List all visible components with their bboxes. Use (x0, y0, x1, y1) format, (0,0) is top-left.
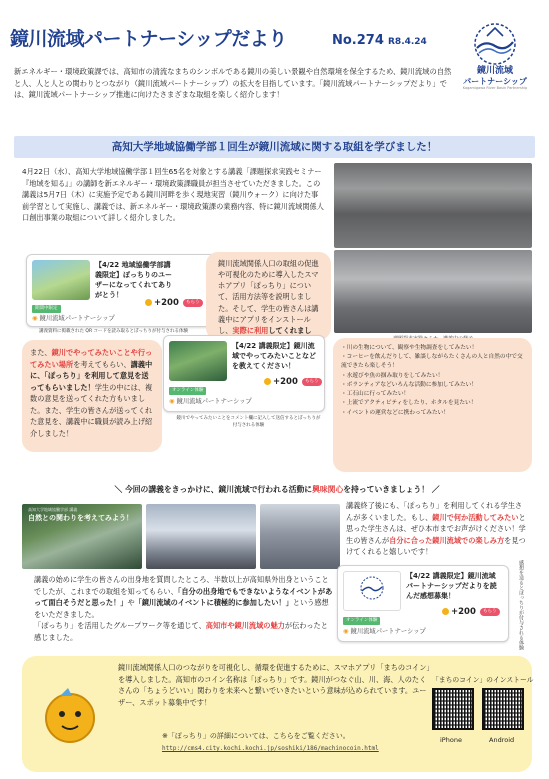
river-logo-icon (344, 572, 400, 610)
card-spot: ◉ 鏡川流域パートナーシップ (343, 628, 426, 635)
logo-sub: パートナーシップ (463, 76, 527, 86)
card-coin: +200 (442, 606, 476, 618)
get-badge: もらう (480, 608, 500, 616)
card-coin: +200 (145, 297, 179, 309)
android-label: Android (489, 736, 515, 744)
pochiri-mascot-icon (38, 684, 102, 748)
coin-icon (145, 299, 152, 306)
intro-text: 新エネルギー・環境政策課では、高知市の清流なまちのシンボルである鏡川の美しい景観や自然環境を保全するため、鏡川流域の自然と人、人と人との関わりとつながり（鏡川流域パートナーシップ）の拡大を目指しています。「鏡川流域パートナーシップだより」では、鏡川流域パートナーシップ推進に向けたさまざまな取組を楽しく紹介します！ (14, 67, 452, 100)
card-tag: オンライン体験 (169, 387, 206, 395)
issue-date: R8.4.24 (388, 37, 427, 47)
iphone-label: iPhone (440, 736, 462, 744)
river-logo-icon (467, 22, 523, 66)
card-coin: +200 (264, 376, 298, 388)
after-lecture-text: 講義終了後にも、「ぽっちり」を利用してくれる学生さんが多くいました。もし、鏡川で何か活動してみたいと思った学生さんは、ぜひ本市までお声がけください！学生の皆さんが自分に合った鏡川流域での楽しみ方を見つけてくれると嬉しいです！ (346, 501, 526, 557)
lecture-slide-photo (22, 504, 142, 569)
lecture-photo-2 (334, 250, 532, 333)
app-card-feedback (337, 565, 509, 642)
card1-caption: 講義資料に掲載された QR コードを読み取るとぽっちりが付与される体験 (38, 329, 189, 334)
install-label: 「まちのコイン」のインストール (432, 676, 534, 684)
card3-vertical-caption: 感想を送るとぽっちりが付与される体験 (518, 560, 524, 650)
classroom-photo (260, 504, 340, 569)
lecture-feedback-text: 講義の始めに学生の皆さんの出身地を質問したところ、半数以上が高知県外出身ということでしたが、これまでの取組を知ってもらい、「自分の出身地でもできないようなイベントがあって面白そうだと思った！」や「鏡川流域のイベントに積極的に参加したい！」という感想をいただきました。 「ぽっちり」を活用したグループワーク等を通じて、高知市や鏡川流域の魅力が伝わったと感じました。 (34, 575, 333, 642)
app-card-user-thanks (26, 254, 222, 327)
section-banner: 高知大学地域協働学部１回生が鏡川流域に関する取組を学びました！ (14, 136, 535, 158)
lecture-photo-1 (334, 163, 532, 248)
newsletter-title: 鏡川流域パートナーシップだより (10, 28, 287, 50)
lecture-hall-photo (146, 504, 256, 569)
opinion-bubble: また、鏡川でやってみたいことや行ってみたい場所を考えてもらい、講義中に、「ぽっちり」を利用して意見を送ってもらいました！学生の中には、複数の意見を送ってくれた方もいました。また、学生の皆さんが送ってくれた意見を、講義中に職員が読み上げ紹介しました！ (22, 340, 162, 452)
map-pin-icon: ◉ (32, 315, 38, 322)
map-pin-icon: ◉ (343, 628, 349, 635)
coin-description: 鏡川流域関係人口のつながりを可視化し、循環を促進するために、スマホアプリ「まちのコイン」を導入しました。高知市のコイン名称は「ぽっちり」です。鏡川がつなぐ山、川、海、人のたくさんの「ちょうどいい」関わりを未来へと繋いでいきたいという意味が込められています。ユーザー、スポット募集中です！ (118, 663, 431, 707)
issue-number: No.274 (332, 33, 384, 48)
card-thumbnail (32, 260, 90, 300)
card-spot: ◉ 鏡川流域パートナーシップ (169, 398, 252, 405)
idea-item: ・ボランティアなどいろんな活動に参加してみたい！ (341, 381, 478, 388)
lecture-text: 4月22日（水）、高知大学地域協働学部１回生65名を対象とする講義「課題探求実践セミナー『地域を知る』」の講師を新エネルギー・環境政策課職員が担当させていただきました。この講義は5月7日（木）に実施予定である鏡川河畔を歩く現地実習（鏡川ウォーク）に向けた事前学習として実施し、講義では、新エネルギー・環境政策課の業務内容、特に鏡川流域関係人口創出事業の取組について詳しく紹介しました。 (22, 167, 324, 223)
interest-banner: ＼ 今回の講義をきっかけに、鏡川流域で行われる活動に興味関心を持っていきましょう！ ／ (114, 485, 440, 494)
card-thumbnail (343, 571, 401, 611)
app-card-ideas (163, 335, 325, 412)
partnership-logo (454, 22, 536, 106)
slide-subtitle: 高知大学地域協働学部 講義 (28, 507, 78, 512)
slide-title: 自然との関わりを考えてみよう！ (28, 514, 133, 522)
coin-detail-link[interactable]: http://cms4.city.kochi.kochi.jp/soshiki/186/machinocoin.html (162, 745, 379, 752)
get-badge: もらう (302, 378, 322, 386)
idea-item: ・川の生物について、観察や生物調査をしてみたい！ (341, 345, 478, 351)
idea-item: ・上流でアクティビティをしたり、ホタルを見たい！ (341, 400, 477, 407)
card-title: 【4/22 講義限定】鏡川流域でやってみたいことなどを教えてください！ (232, 342, 316, 371)
idea-list (333, 338, 532, 472)
card2-caption: 鏡川でやってみたいことをコメント欄に記入して送信するとぽっちりが付与される体験 (176, 416, 321, 428)
coin-icon (264, 378, 271, 385)
idea-item: ・コーヒーを飲んだりして、雑談しながらたくさんの人と自然の中で交流できたら楽しそう！ (341, 354, 523, 370)
card-title: 【4/22 講義限定】鏡川流域パートナーシップだよりを読んだ感想募集！ (406, 572, 497, 601)
get-badge: もらう (183, 299, 203, 307)
iphone-qr-code[interactable] (432, 688, 474, 730)
idea-item: ・水遊びや魚の掴み取りをしてみたい！ (341, 372, 444, 379)
header (10, 8, 540, 126)
android-qr-code[interactable] (482, 688, 524, 730)
card-title: 【4/22 地域協働学部講義限定】ぽっちりのユーザーになってくれてありがとう！ (95, 261, 172, 300)
coin-note: ※「ぽっちり」の詳細については、こちらをご覧ください。 (162, 732, 350, 740)
card-thumbnail (169, 341, 227, 381)
idea-item: ・工石山に行ってみたい！ (341, 391, 410, 398)
card-spot: ◉ 鏡川流域パートナーシップ (32, 315, 115, 322)
logo-name: 鏡川流域 (476, 66, 513, 76)
card-tag: オンライン体験 (343, 617, 380, 625)
app-explanation-bubble: 鏡川流域関係人口の取組の促進や可視化のために導入したスマホアプリ「ぽっちり」について、活用方法等を説明しました。そして、学生の皆さんは講義中にアプリをインストールし、実際に利用してくれまし (206, 252, 331, 340)
map-pin-icon: ◉ (169, 398, 175, 405)
card-tag: 期間中限定 (32, 305, 61, 313)
coin-icon (442, 608, 449, 615)
logo-tiny: Kagamigawa River Basin Partnership (462, 86, 528, 91)
idea-item: ・イベントの運営などに携わってみたい！ (341, 409, 450, 416)
